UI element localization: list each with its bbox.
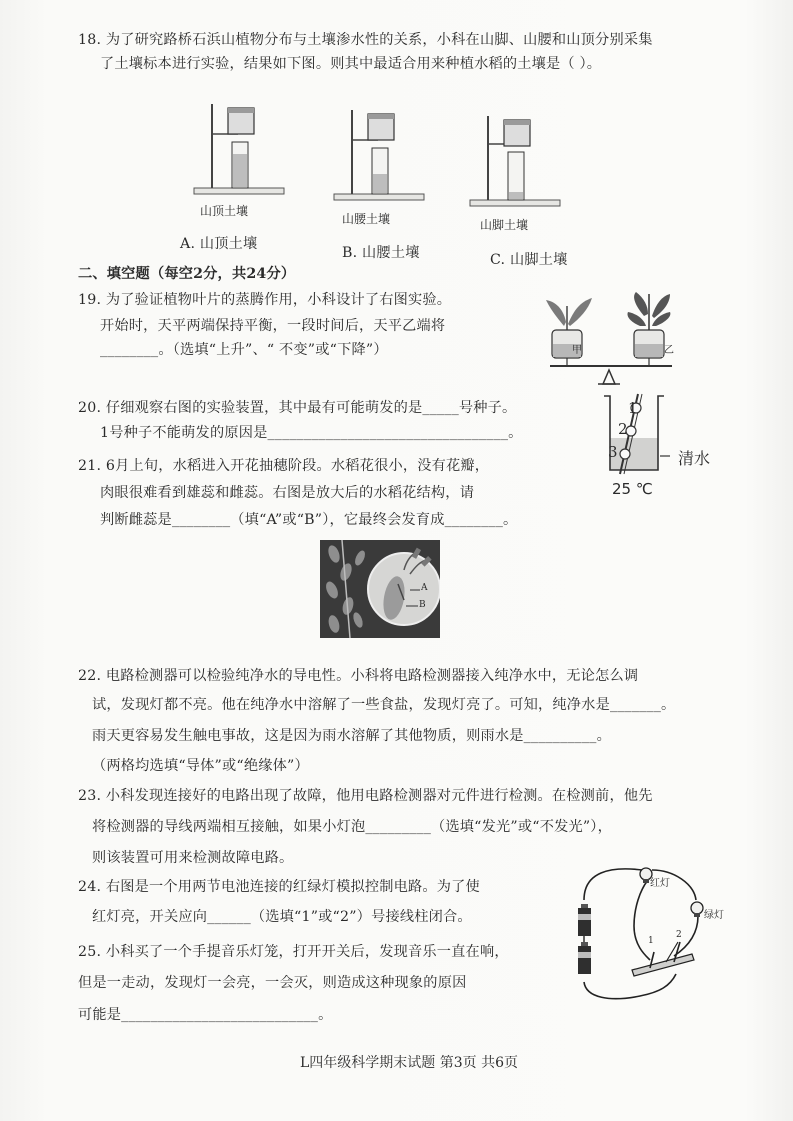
page-footer: L四年级科学期末试题 第3页 共6页 (300, 1055, 519, 1071)
q25-line3: 可能是___________________________。 (78, 1007, 333, 1023)
seed-3-label: 3 (608, 443, 618, 461)
flower-label-a: A (421, 583, 428, 593)
q18-line1: 18. 为了研究路桥石浜山植物分布与土壤渗水性的关系，小科在山脚、山腰和山顶分别采集 (78, 32, 653, 48)
q23-line3: 则该装置可用来检测故障电路。 (92, 850, 294, 866)
q18-line2: 了土壤标本进行实验，结果如下图。则其中最适合用来种植水稻的土壤是（ ）。 (100, 56, 602, 72)
q22-line4: （两格均选填“导体”或“绝缘体”） (92, 758, 309, 774)
q23-line2: 将检测器的导线两端相互接触，如果小灯泡_________（选填“发光”或“不发光”）， (92, 819, 612, 835)
terminal-1-label: 1 (648, 936, 654, 946)
q20-line2: 1号种子不能萌发的原因是_________________________________。 (100, 425, 523, 441)
q18-option-b: B. 山腰土壤 (342, 245, 420, 261)
apparatus-a (194, 104, 284, 194)
fig-label-foot: 山脚土壤 (480, 218, 529, 232)
seed-1-label: 1 (628, 399, 638, 417)
seed-germination-figure (598, 388, 678, 478)
transpiration-balance-figure (540, 286, 690, 390)
q22-line3: 雨天更容易发生触电事故，这是因为雨水溶解了其他物质，则雨水是__________。 (92, 728, 611, 744)
seed-2-label: 2 (618, 420, 628, 438)
q23-line1: 23. 小科发现连接好的电路出现了故障，他用电路检测器对元件进行检测。在检测前，他先 (78, 788, 653, 804)
q24-line1: 24. 右图是一个用两节电池连接的红绿灯模拟控制电路。为了使 (78, 879, 480, 895)
q24-line2: 红灯亮，开关应向______（选填“1”或“2”）号接线柱闭合。 (92, 909, 472, 925)
q25-line1: 25. 小科买了一个手提音乐灯笼，打开开关后，发现音乐一直在响， (78, 944, 509, 960)
temperature-label: 25 ℃ (612, 480, 653, 498)
apparatus-c (470, 116, 560, 206)
terminal-2-label: 2 (676, 930, 682, 940)
q22-line2: 试，发现灯都不亮。他在纯净水中溶解了一些食盐，发现灯亮了。可知，纯净水是_______。 (92, 697, 676, 713)
q25-line2: 但是一走动，发现灯一会亮，一会灭，则造成这种现象的原因 (78, 975, 467, 991)
q18-option-a: A. 山顶土壤 (180, 236, 258, 252)
red-light-label: 红灯 (650, 878, 670, 889)
q19-line3: ________。（选填“上升”、“ 不变”或“下降”） (100, 342, 388, 358)
q18-option-c: C. 山脚土壤 (490, 252, 568, 268)
fig-label-top: 山顶土壤 (200, 204, 249, 218)
q21-line3: 判断雌蕊是________（填“A”或“B”），它最终会发育成________。 (100, 512, 518, 528)
q19-line2: 开始时，天平两端保持平衡，一段时间后，天平乙端将 (100, 318, 446, 334)
water-label: 清水 (678, 449, 711, 468)
label-yi: 乙 (664, 345, 674, 356)
q21-line2: 肉眼很难看到雄蕊和雌蕊。右图是放大后的水稻花结构，请 (100, 485, 475, 501)
label-jia: 甲 (572, 345, 582, 356)
q20-line1: 20. 仔细观察右图的实验装置，其中最有可能萌发的是_____号种子。 (78, 400, 517, 416)
green-light-label: 绿灯 (704, 910, 724, 921)
flower-label-b: B (419, 600, 426, 610)
fig-label-middle: 山腰土壤 (342, 212, 391, 226)
q21-line1: 21. 6月上旬，水稻进入开花抽穗阶段。水稻花很小，没有花瓣， (78, 458, 490, 474)
q19-line1: 19. 为了验证植物叶片的蒸腾作用，小科设计了右图实验。 (78, 292, 452, 308)
apparatus-b (334, 110, 424, 200)
section-title: 二、填空题（每空2分，共24分） (78, 266, 296, 282)
q22-line1: 22. 电路检测器可以检验纯净水的导电性。小科将电路检测器接入纯净水中，无论怎么调 (78, 668, 639, 684)
